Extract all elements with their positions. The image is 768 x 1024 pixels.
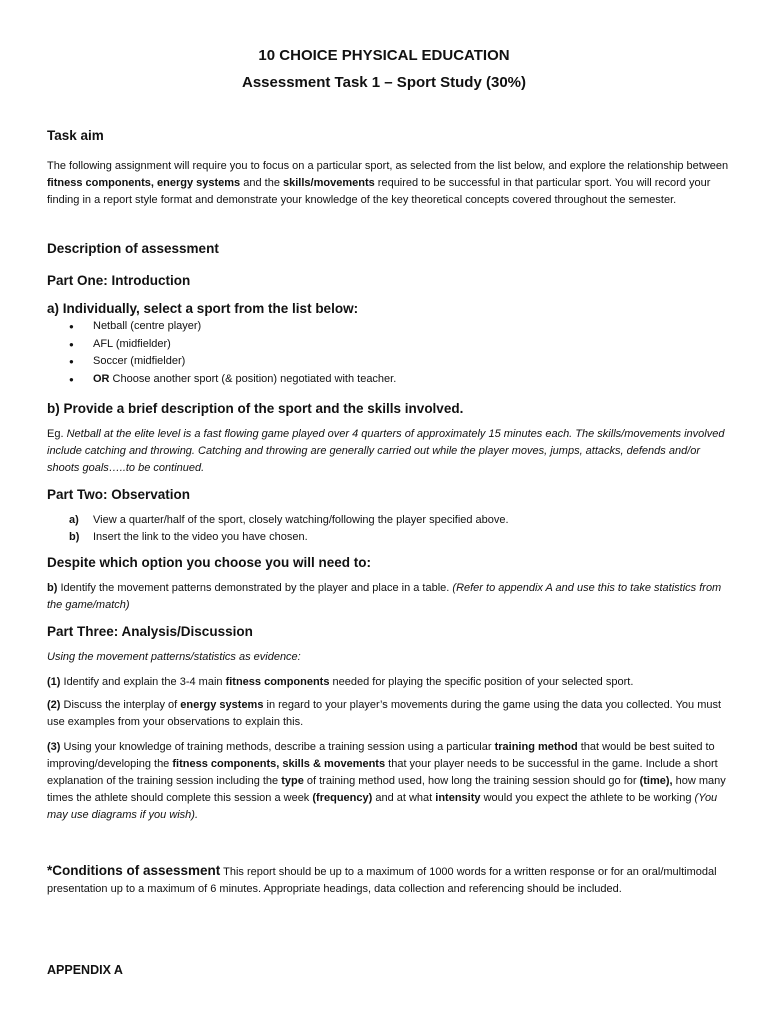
question-3: (3) Using your knowledge of training methods, describe a training session using a particular training method that would be best suited to improving/developing the fitness components, skills & movements that your player needs to be successful in the game. Include a short explanation of the training session including the type of training method used, how long the training session should go for (time), how many times the athlete should complete this session a week (frequency) and at what intensity would you expect the athlete to be working (You may use diagrams if you wish). [47, 741, 726, 821]
sport-options-list [47, 318, 730, 388]
appendix-heading: APPENDIX A [47, 963, 123, 977]
list-item: ● OR Choose another sport (& position) negotiated with teacher. [47, 371, 730, 389]
question-1: (1) Identify and explain the 3-4 main fitness components needed for playing the specific position of your selected sport. [47, 676, 634, 688]
question-2: (2) Discuss the interplay of energy systems in regard to your player’s movements during the game using the data you collected. You must use examples from your observations to explain this. [47, 699, 722, 728]
part-three-heading: Part Three: Analysis/Discussion [47, 624, 253, 639]
movement-patterns-paragraph: b) Identify the movement patterns demonstrated by the player and place in a table. (Refer to appendix A and use this to take statistics from the game/match) [47, 582, 722, 611]
list-item: a) View a quarter/half of the sport, closely watching/following the player specified above. [69, 514, 509, 526]
part-one-b-heading: b) Provide a brief description of the sport and the skills involved. [47, 401, 464, 416]
part-one-a-heading: a) Individually, select a sport from the list below: [47, 301, 359, 316]
observation-steps [47, 512, 730, 546]
part-one-heading: Part One: Introduction [47, 273, 191, 288]
list-item: ● Netball (centre player) [47, 318, 730, 336]
list-item: ● Soccer (midfielder) [47, 353, 730, 371]
part-two-heading: Part Two: Observation [47, 487, 191, 502]
list-item: b) Insert the link to the video you have chosen. [69, 531, 308, 543]
list-item: ● AFL (midfielder) [47, 336, 730, 354]
example-paragraph: Eg. Netball at the elite level is a fast flowing game played over 4 quarters of approximately 15 minutes each. The skills/movements involved include catching and throwing. Catching and throwing are generally carried out while the player moves, jumps, attacks, defends and/or shoots goals…..to be continued. [47, 428, 725, 474]
document-title: 10 CHOICE PHYSICAL EDUCATION [258, 47, 510, 64]
task-aim-paragraph: The following assignment will require you to focus on a particular sport, as selected from the list below, and explore the relationship between fitness components, energy systems and the skills/movements required to be successful in that particular sport. You will record your finding in a report style format and demonstrate your knowledge of the key theoretical concepts covered throughout the semester. [47, 160, 729, 206]
conditions-paragraph: *Conditions of assessment This report should be up to a maximum of 1000 words for a written response or for an oral/multimodal presentation up to a maximum of 6 minutes. Appropriate headings, data collection and referencing should be included. [47, 863, 717, 895]
document-subtitle: Assessment Task 1 – Sport Study (30%) [242, 74, 526, 91]
despite-heading: Despite which option you choose you will need to: [47, 555, 372, 570]
description-heading: Description of assessment [47, 241, 219, 256]
part-three-intro: Using the movement patterns/statistics as evidence: [47, 651, 301, 663]
task-aim-heading: Task aim [47, 128, 104, 143]
